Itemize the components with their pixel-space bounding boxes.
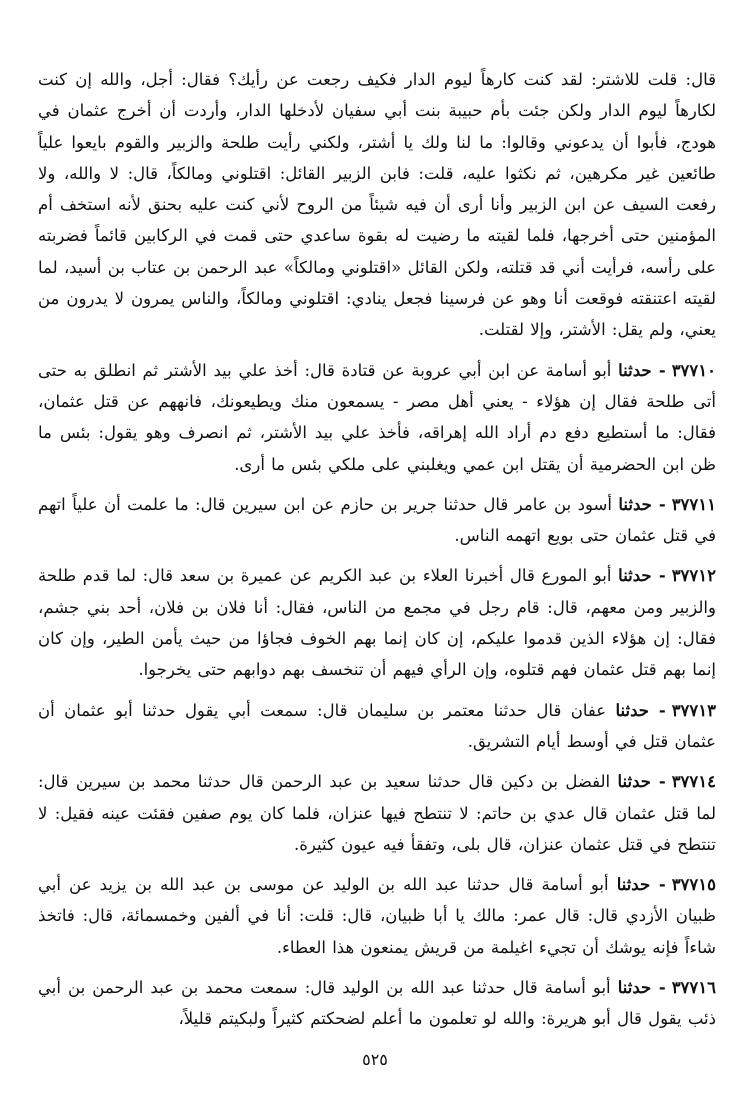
hadith-number: ٣٧٧١٠: [671, 360, 716, 380]
hadith-lead: - حدثنا: [617, 772, 666, 792]
hadith-text: أبو أسامة عن ابن أبي عروبة عن قتادة قال: أخذ علي بيد الأشتر ثم انطلق به حتى أتى طلحة فقال إن هؤلاء - يعني أهل مصر - يسمعون منك ويطيعونك، فانههم عن قتل عثمان، فقال: ما أستطيع دفع دم أراد الله إهراقه، فأخذ علي بيد الأشتر، ثم انصرف وهو يقول: بئس ما ظن ابن الحضرمية أن يقتل ابن عمي ويغلبني على ملكي بئس ما أرى.: [38, 360, 716, 474]
hadith-37712: [38, 560, 716, 685]
hadith-lead: - حدثنا: [617, 978, 666, 998]
paragraph-continued: [38, 64, 716, 346]
page-number: ٥٢٥: [362, 1050, 388, 1069]
hadith-number: ٣٧٧١١: [671, 494, 716, 514]
hadith-lead: - حدثنا: [615, 700, 666, 720]
hadith-37714: [38, 766, 716, 860]
hadith-text: أبو أسامة قال حدثنا عبد الله بن الوليد عن موسى بن عبد الله بن يزيد عن أبي ظبيان الأزدي قال: قال عمر: مالك يا أبا ظبيان، قال: قلت: أنا في ألفين وخمسمائة، قال: فاتخذ شاءاً فإنه يوشك أن تجيء اغيلمة من قريش يمنعون هذا العطاء.: [38, 875, 716, 957]
hadith-number: ٣٧٧١٢: [671, 566, 716, 586]
hadith-37715: [38, 869, 716, 963]
hadith-text: أبو المورع قال أخبرنا العلاء بن عبد الكريم عن عميرة بن سعد قال: لما قدم طلحة والزبير ومن معهم، قال: قام رجل في مجمع من الناس، فقال: أنا فلان بن فلان، أحد بني جشم، فقال: إن هؤلاء الذين قدموا عليكم، إن كان إنما بهم الخوف فجاؤا من حيث يأمن الطير، وإن كان إنما بهم قتل عثمان فهم قتلوه، وإن الرأي فيهم أن تنخسف بهم دوابهم حتى يخرجوا.: [38, 566, 716, 680]
hadith-lead: - حدثنا: [618, 360, 666, 380]
hadith-lead: - حدثنا: [618, 566, 666, 586]
hadith-number: ٣٧٧١٣: [671, 700, 716, 720]
hadith-text: عفان قال حدثنا معتمر بن سليمان قال: سمعت أبي يقول حدثنا أبو عثمان أن عثمان قتل في أوسط أيام التشريق.: [38, 700, 716, 751]
hadith-37716: [38, 972, 716, 1035]
hadith-37713: [38, 695, 716, 758]
hadith-lead: - حدثنا: [616, 875, 666, 895]
hadith-37711: [38, 489, 716, 552]
hadith-37710: [38, 355, 716, 480]
hadith-text: الفضل بن دكين قال حدثنا سعيد بن عبد الرحمن قال حدثنا محمد بن سيرين قال: لما قتل عثمان قال عدي بن حاتم: لا تنتطح فيها عنزان، فلما كان يوم صفين فقئت عينه فقيل: لا تنتطح في قتل عثمان عنزان، قال بلى، وتفقأ فيه عيون كثيرة.: [38, 772, 716, 854]
hadith-number: ٣٧٧١٤: [671, 772, 716, 792]
hadith-lead: - حدثنا: [618, 494, 666, 514]
hadith-number: ٣٧٧١٥: [671, 875, 716, 895]
paragraph-text: قال: قلت للاشتر: لقد كنت كارهاً ليوم الدار فكيف رجعت عن رأيك؟ فقال: أجل، والله إن كنت لكارهاً ليوم الدار ولكن جئت بأم حبيبة بنت أبي سفيان لأدخلها الدار، وأردت أن أخرج عثمان في هودج، فأبوا أن يدعوني وقالوا: ما لنا ولك يا أشتر، ولكني رأيت طلحة والزبير والقوم بايعوا علياً طائعين غير مكرهين، ثم نكثوا عليه، قلت: فابن الزبير القائل: اقتلوني ومالكاً، قال: لا والله، ولا رفعت السيف عن ابن الزبير وأنا أرى أن فيه شيئاً من الروح لأني كنت عليه بحنق لأنه استخف أم المؤمنين حتى أخرجها، فلما لقيته ما رضيت له بقوة ساعدي حتى قمت في الركابين قائماً فضربته على رأسه، فرأيت أني قد قتلته، ولكن القائل «اقتلوني ومالكاً» عبد الرحمن بن عتاب بن أسيد، لما لقيته اعتنقته فوقعت أنا وهو عن فرسينا فجعل ينادي: اقتلوني ومالكاً، والناس يمرون لا يدرون من يعني، ولم يقل: الأشتر، وإلا لقتلت.: [38, 70, 716, 340]
hadith-number: ٣٧٧١٦: [671, 978, 716, 998]
hadith-text: أبو أسامة قال حدثنا عبد الله بن الوليد قال: سمعت محمد بن عبد الرحمن بن أبي ذئب يقول قال أبو هريرة: والله لو تعلمون ما أعلم لضحكتم كثيراً ولبكيتم قليلاً،: [38, 978, 716, 1029]
hadith-text: أسود بن عامر قال حدثنا جرير بن حازم عن ابن سيرين قال: ما علمت أن علياً اتهم في قتل عثمان حتى بويع اتهمه الناس.: [38, 494, 716, 546]
